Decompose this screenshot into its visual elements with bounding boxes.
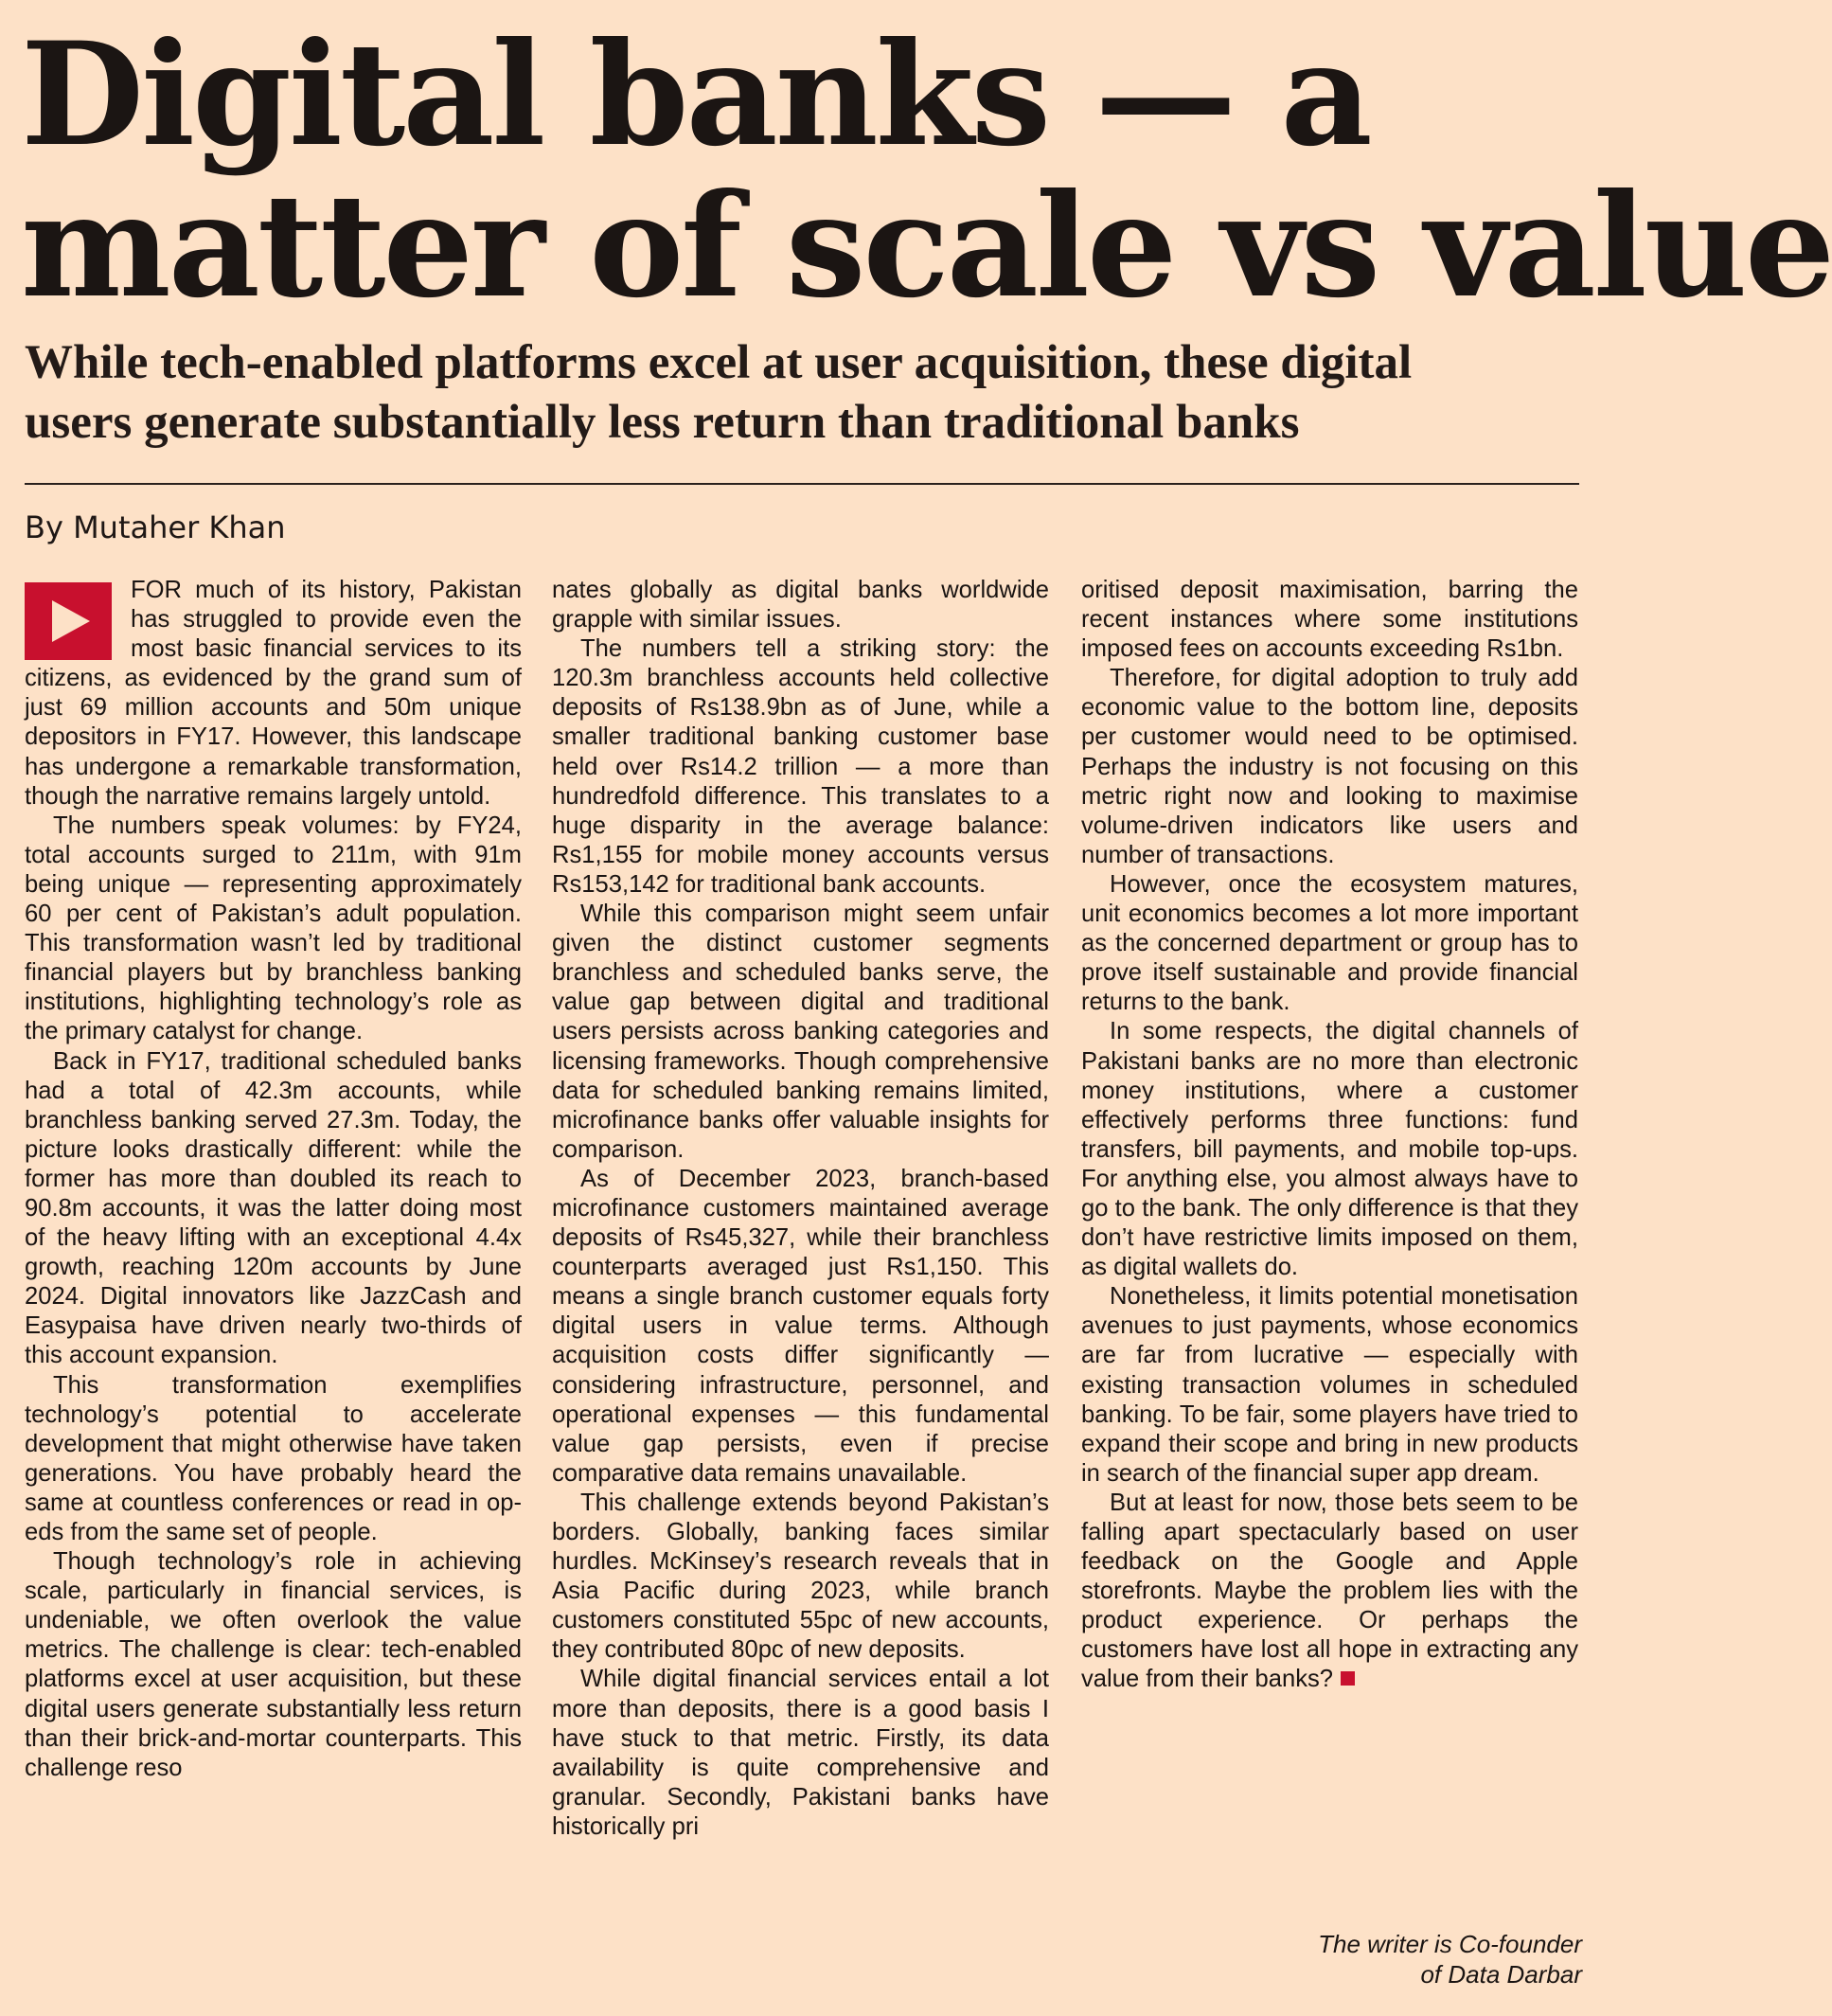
paragraph: oritised deposit maximisation, barring the recent instances where some institutions imposed fees on accounts exceeding Rs1bn. — [1081, 577, 1578, 663]
headline-line-1: Digital banks — a — [21, 11, 1370, 178]
paragraph: The numbers speak volumes: by FY24, total accounts surged to 211m, with 91m being unique — representing approximately 60 per cent of Pakistan’s adult population. This transformation wasn’t led by traditional financial players but by branchless banking institutions, highlighting technology’s role as the primary catalyst for change. — [25, 812, 522, 1045]
play-triangle-icon — [25, 582, 112, 660]
paragraph: While this comparison might seem unfair given the distinct customer segments branchless and scheduled banks serve, the value gap between digital and traditional users persists across banking categories and licensing frameworks. Though comprehensive data for scheduled banking remains limited, microfinance banks offer valuable insights for comparison. — [552, 901, 1049, 1163]
end-square-icon — [1341, 1671, 1355, 1686]
article-column-3 — [1081, 576, 1578, 1695]
paragraph: Therefore, for digital adoption to truly add economic value to the bottom line, deposits per customer would need to be optimised. Perhaps the industry is not focusing on this metric right now and looking to maximise volume-driven indicators like users and number of transactions. — [1081, 665, 1578, 868]
paragraph-text: But at least for now, those bets seem to be falling apart spectacularly based on user feedback on the Google and Apple storefronts. Maybe the problem lies with the product experience. Or perhaps the customers have lost all hope in extracting any value from their banks? — [1081, 1489, 1578, 1693]
paragraph: The numbers tell a striking story: the 120.3m branchless accounts held collective deposits of Rs138.9bn as of June, while a smaller traditional banking customer base held over Rs14.2 trillion — a more than hundredfold difference. This translates to a huge disparity in the average balance: Rs1,155 for mobile money accounts versus Rs153,142 for traditional bank accounts. — [552, 635, 1049, 898]
paragraph: nates globally as digital banks worldwide grapple with similar issues. — [552, 577, 1049, 633]
standfirst-line-2: users generate substantially less return than traditional banks — [25, 396, 1300, 449]
paragraph: As of December 2023, branch-based microfinance customers maintained average deposits of Rs45,327, while their branchless counterparts averaged just Rs1,150. This means a single branch customer equals forty digital users in value terms. Although acquisition costs differ significantly — considering infrastructure, personnel, and operational expenses — this fundamental value gap persists, even if precise comparative data remains unavailable. — [552, 1165, 1049, 1487]
byline: By Mutaher Khan — [25, 509, 286, 545]
paragraph-text: FOR much of its history, Pakistan has struggled to provide even the most basic financial services to its citizens, as evidenced by the grand sum of just 69 million accounts and 50m unique depositors in FY17. However, this landscape has undergone a remarkable transformation, though the narrative remains largely untold. — [25, 577, 522, 810]
paragraph: Nonetheless, it limits potential monetisation avenues to just payments, whose economics are far from lucrative — especially with existing transaction volumes in scheduled banking. To be fair, some players have tried to expand their scope and bring in new products in search of the financial super app dream. — [1081, 1283, 1578, 1487]
headline-line-2: matter of scale vs value — [21, 163, 1832, 330]
paragraph — [1081, 1489, 1578, 1695]
paragraph: Back in FY17, traditional scheduled banks had a total of 42.3m accounts, while branchless banking served 27.3m. Today, the picture looks drastically different: while the former has more than doubled its reach to 90.8m accounts, it was the latter doing most of the heavy lifting with an exceptional 4.4x growth, reaching 120m accounts by June 2024. Digital innovators like JazzCash and Easypaisa have driven nearly two-thirds of this account expansion. — [25, 1047, 522, 1369]
author-credit — [1081, 1929, 1582, 1989]
credit-line-2: of Data Darbar — [1420, 1960, 1582, 1989]
paragraph — [25, 576, 522, 812]
paragraph: In some respects, the digital channels of Pakistani banks are no more than electronic money institutions, where a customer effectively performs three functions: fund transfers, bill payments, and mobile top-ups. For anything else, you almost always have to go to the bank. The only difference is that they don’t have restrictive limits imposed on them, as digital wallets do. — [1081, 1018, 1578, 1281]
article-column-2 — [552, 576, 1049, 1842]
article-column-1 — [25, 576, 522, 1783]
paragraph: While digital financial services entail a lot more than deposits, there is a good basis I have stuck to that metric. Firstly, its data availability is quite comprehensive and granular. Secondly, Pakistani banks have historically pri — [552, 1666, 1049, 1840]
standfirst — [25, 333, 1587, 453]
credit-line-1: The writer is Co-founder — [1318, 1930, 1582, 1958]
paragraph: This challenge extends beyond Pakistan’s borders. Globally, banking faces similar hurdles. McKinsey’s research reveals that in Asia Pacific during 2023, while branch customers constituted 55pc of new accounts, they contributed 80pc of new deposits. — [552, 1489, 1049, 1664]
paragraph: However, once the ecosystem matures, unit economics becomes a lot more important as the concerned department or group has to prove itself sustainable and provide financial returns to the bank. — [1081, 870, 1578, 1016]
divider-rule — [25, 483, 1579, 485]
standfirst-line-1: While tech-enabled platforms excel at user acquisition, these digital — [25, 336, 1413, 389]
paragraph: Though technology’s role in achieving scale, particularly in financial services, is undeniable, we often overlook the value metrics. The challenge is clear: tech-enabled platforms excel at user acquisition, but these digital users generate substantially less return than their brick-and-mortar counterparts. This challenge reso — [25, 1548, 522, 1781]
headline — [21, 11, 1832, 330]
paragraph: This transformation exemplifies technology’s potential to accelerate development that might otherwise have taken generations. You have probably heard the same at countless conferences or read in op-eds from the same set of people. — [25, 1371, 522, 1545]
